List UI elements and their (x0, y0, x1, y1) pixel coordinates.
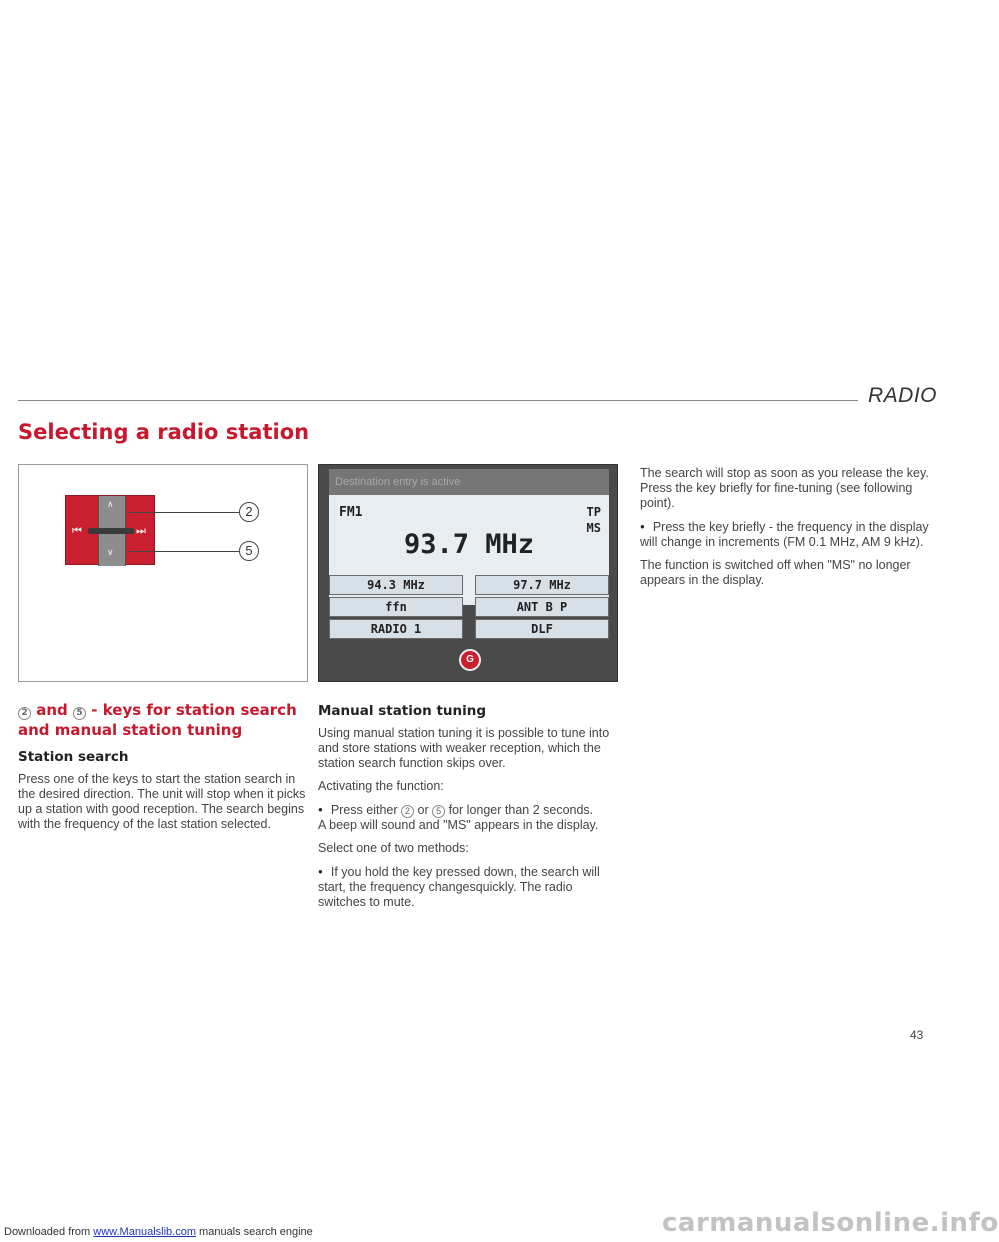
callout-2: 2 (239, 502, 259, 522)
download-footer (4, 1226, 313, 1238)
display-ms: MS (586, 521, 601, 535)
display-banner: Destination entry is active (329, 469, 609, 495)
middle-column (318, 702, 618, 910)
radio-display-figure (318, 464, 618, 682)
keypad-illustration (65, 495, 155, 565)
key-5-icon: 5 (432, 805, 445, 818)
next-track-icon: ⏭ (136, 524, 146, 537)
press-either-text: Press either (330, 803, 398, 817)
press-briefly-bullet: ● Press the key briefly - the frequency in the display will change in increments (FM 0.1 MHz, AM 9 kHz). (640, 519, 930, 550)
page-number: 43 (910, 1028, 924, 1042)
left-column (18, 700, 310, 832)
preset-cell: DLF (475, 619, 609, 639)
knob-icon: G (459, 649, 481, 671)
preset-cell: ffn (329, 597, 463, 617)
press-or-text: or (417, 803, 429, 817)
manualslib-link[interactable]: www.Manualslib.com (93, 1226, 196, 1238)
preset-cell: RADIO 1 (329, 619, 463, 639)
display-tp: TP (586, 505, 601, 519)
manual-tuning-intro: Using manual station tuning it is possible to tune into and store stations with weaker reception, which the station search function skips over. (318, 726, 610, 770)
preset-grid (329, 575, 609, 639)
up-chevron-icon: ∧ (107, 500, 114, 510)
hold-key-bullet: ● If you hold the key pressed down, the search will start, the frequency changesquickly. The radio switches to mute. (318, 864, 618, 910)
footer-prefix: Downloaded from (4, 1226, 91, 1238)
key-5-icon: 5 (73, 707, 86, 720)
select-method-text: Select one of two methods: (318, 841, 469, 855)
keypad-figure (18, 464, 308, 682)
function-off-text: The function is switched off when "MS" no longer appears in the display. (640, 558, 911, 587)
keypad-slider-bar (88, 528, 134, 534)
manual-tuning-heading: Manual station tuning (318, 703, 487, 719)
keys-heading (18, 700, 310, 740)
key-2-icon: 2 (18, 707, 31, 720)
section-title: RADIO (868, 384, 938, 407)
callout-5: 5 (239, 541, 259, 561)
preset-cell: ANT B P (475, 597, 609, 617)
callout-line-top (129, 512, 239, 513)
display-frequency: 93.7 MHz (403, 529, 535, 560)
beep-text: A beep will sound and "MS" appears in the display. (318, 818, 599, 832)
preset-cell: 97.7 MHz (475, 575, 609, 595)
down-chevron-icon: ∨ (107, 548, 114, 558)
callout-line-bottom (129, 551, 239, 552)
keys-heading-text: - keys for station search and manual station tuning (18, 701, 297, 739)
footer-suffix: manuals search engine (199, 1226, 313, 1238)
activating-text: Activating the function: (318, 779, 444, 793)
preset-cell: 94.3 MHz (329, 575, 463, 595)
keys-heading-and: and (36, 701, 68, 719)
page-heading: Selecting a radio station (18, 420, 310, 444)
display-band: FM1 (339, 505, 363, 520)
watermark-logo: carmanualsonline.info (662, 1208, 999, 1238)
press-either-bullet (318, 802, 618, 818)
station-search-heading: Station search (18, 749, 129, 765)
search-stop-text: The search will stop as soon as you release the key. Press the key briefly for fine-tuning (see following point). (640, 466, 929, 510)
station-search-text: Press one of the keys to start the station search in the desired direction. The unit will stop when it picks up a station with good reception. The search begins with the frequency of the last station selected. (18, 772, 306, 831)
right-column (640, 466, 930, 588)
press-duration-text: for longer than 2 seconds. (448, 803, 594, 817)
previous-track-icon: ⏮ (72, 524, 82, 537)
section-rule (18, 400, 858, 401)
key-2-icon: 2 (401, 805, 414, 818)
